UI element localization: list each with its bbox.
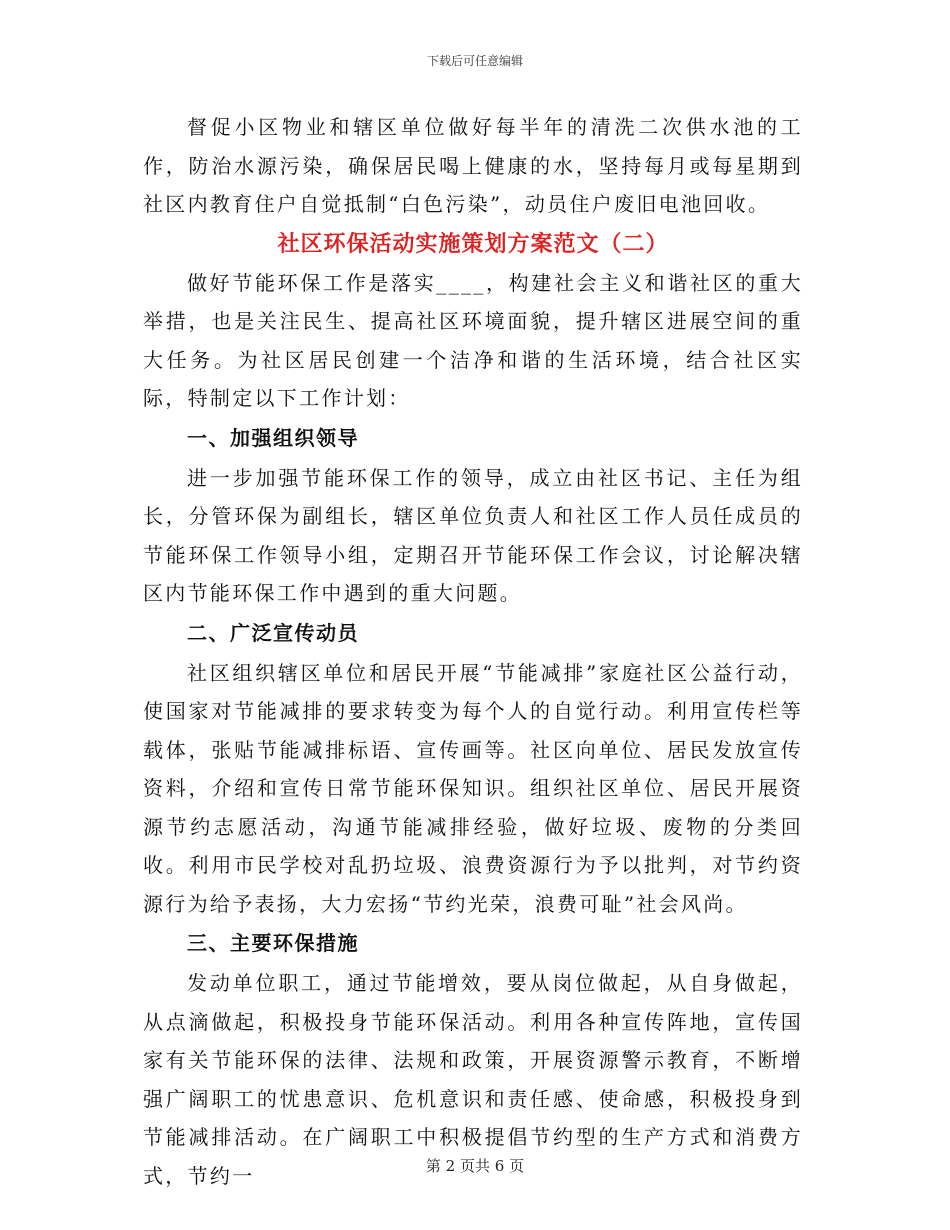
page-header-note: 下载后可任意编辑 [426,54,523,68]
document-body [143,108,803,1195]
heading-publicity: 二、广泛宣传动员 [187,620,359,645]
intro-paragraph: 督促小区物业和辖区单位做好每半年的清洗二次供水池的工作，防治水源污染，确保居民喝上健康的水，坚持每月或每星期到社区内教育住户自觉抵制“白色污染”，动员住户废旧电池回收。 [143,115,803,216]
section-title: 社区环保活动实施策划方案范文（二） [277,230,669,257]
page-number: 第 2 页共 6 页 [425,1157,525,1175]
heading-organization: 一、加强组织领导 [187,425,359,450]
paragraph-organization: 进一步加强节能环保工作的领导，成立由社区书记、主任为组长，分管环保为副组长，辖区单位负责人和社区工作人员任成员的节能环保工作领导小组，定期召开节能环保工作会议，讨论解决辖区内节能环保工作中遇到的重大问题。 [143,465,803,605]
paragraph-publicity: 社区组织辖区单位和居民开展“节能减排”家庭社区公益行动，使国家对节能减排的要求转变为每个人的自觉行动。利用宣传栏等载体，张贴节能减排标语、宣传画等。社区向单位、居民发放宣传资料，介绍和宣传日常节能环保知识。组织社区单位、居民开展资源节约志愿活动，沟通节能减排经验，做好垃圾、废物的分类回收。利用市民学校对乱扔垃圾、浪费资源行为予以批判，对节约资源行为给予表扬，大力宏扬“节约光荣，浪费可耻”社会风尚。 [143,660,803,916]
heading-measures: 三、主要环保措施 [187,931,359,955]
opening-paragraph: 做好节能环保工作是落实____，构建社会主义和谐社区的重大举措，也是关注民生、提高社区环境面貌，提升辖区进展空间的重大任务。为社区居民创建一个洁净和谐的生活环境，结合社区实际，特制定以下工作计划： [143,270,803,410]
paragraph-measures: 发动单位职工，通过节能增效，要从岗位做起，从自身做起，从点滴做起，积极投身节能环保活动。利用各种宣传阵地，宣传国家有关节能环保的法律、法规和政策，开展资源警示教育，不断增强广阔职工的忧患意识、危机意识和责任感、使命感，积极投身到节能减排活动。在广阔职工中积极提倡节约型的生产方式和消费方式，节约一 [143,971,803,1188]
